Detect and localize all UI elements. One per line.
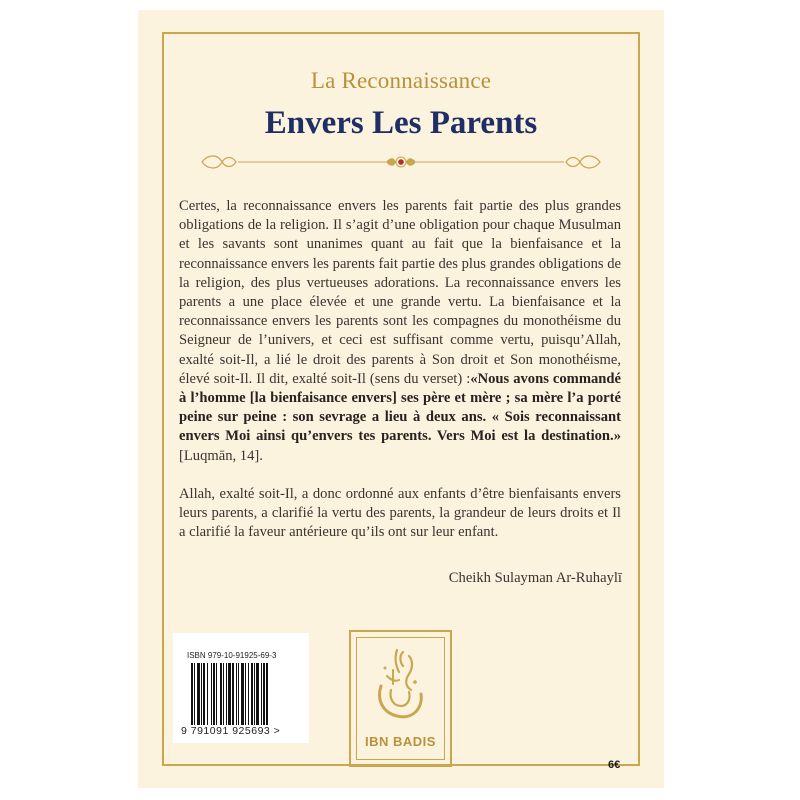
price-tag: 6€ <box>608 759 621 771</box>
title-line-2: Envers Les Parents <box>264 105 538 141</box>
isbn-text: ISBN 979-10-91925-69-3 <box>187 651 277 660</box>
book-back-cover <box>138 10 664 788</box>
paragraph-2: Allah, exalté soit-Il, a donc ordonné aux enfants d’être bienfaisants envers leurs parents, a clarifié la vertu des parents, la grandeur de leurs droits et Il a clarifié la faveur antérieure qu’ils ont sur leur enfant. <box>179 485 621 541</box>
calligraphy-emblem-icon <box>369 646 429 724</box>
barcode-label <box>173 633 309 743</box>
publisher-logo <box>349 630 452 767</box>
barcode-bars <box>191 663 295 725</box>
verse-reference: [Luqmān, 14]. <box>179 447 263 464</box>
barcode-digits: 9 791091 925693 > <box>181 725 281 737</box>
publisher-name: IBN BADIS <box>365 734 436 749</box>
title-line-1: La Reconnaissance <box>310 68 492 93</box>
verse-quote: «Nous avons commandé à l’homme [la bienfaisance envers] ses père et mère ; sa mère l’a porté peine sur peine : son sevrage a lieu à deux ans. « Sois reconnaissant envers Moi ainsi qu’envers tes parents. Vers Moi est la destination.» <box>179 370 621 445</box>
ornament-divider <box>198 150 604 174</box>
author-signature: Cheikh Sulayman Ar-Ruhaylī <box>448 570 622 586</box>
paragraph-1 <box>179 197 621 466</box>
body-text <box>179 197 621 542</box>
paragraph-1-intro: Certes, la reconnaissance envers les parents fait partie des plus grandes obligations de la religion. Il s’agit d’une obligation pour chaque Musulman et les savants sont unanimes quant au fait que la bienfaisance et la reconnaissance envers les parents fait partie des plus grandes obligations de la religion, des plus vertueuses adorations. La reconnaissance envers les parents a une place élevée et une grande vertu. La bienfaisance et la reconnaissance envers les parents sont les compagnes du monothéisme du Seigneur de l’univers, et ceci est suffisant comme vertu, puisqu’Allah, exalté soit-Il, a lié le droit des parents à Son droit et Son monothéisme, élevé soit-Il. Il dit, exalté soit-Il (sens du verset) : <box>179 198 621 387</box>
